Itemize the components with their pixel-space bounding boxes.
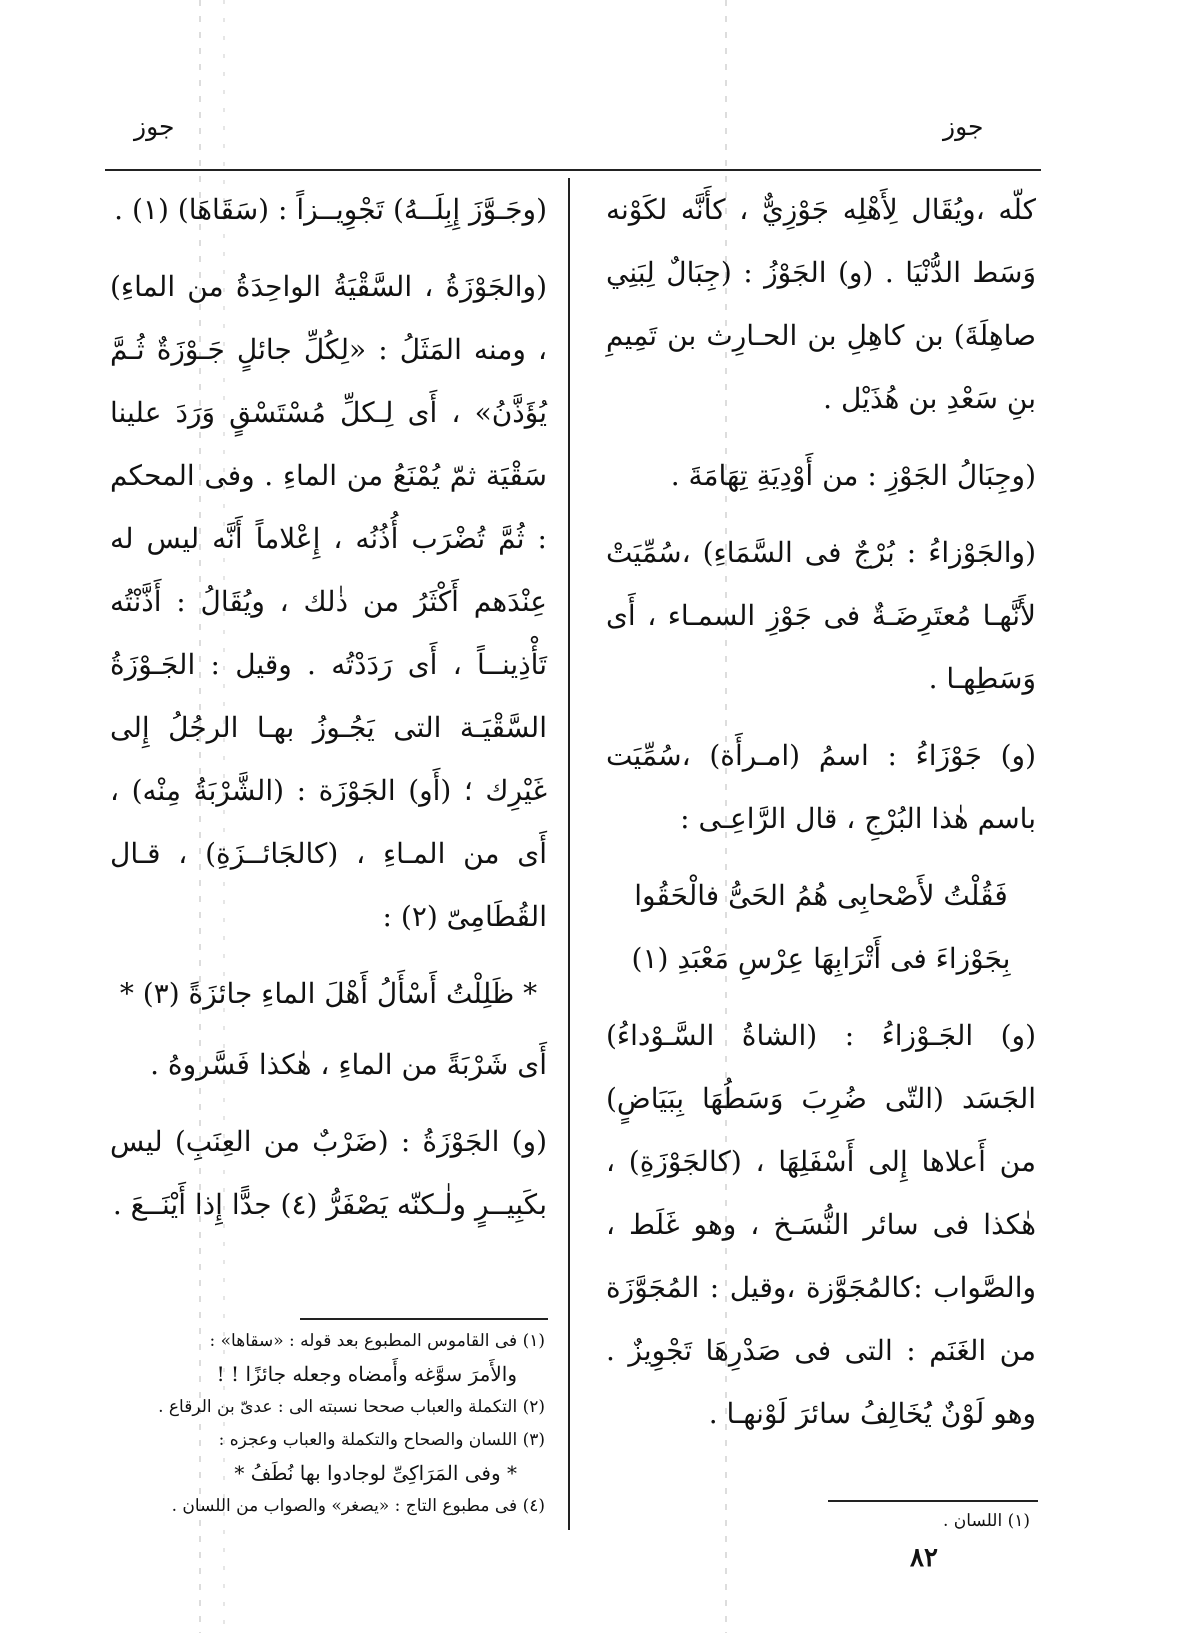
footnote-rule-left [300, 1318, 548, 1320]
footnote: (٣) اللسان والصحاح والتكملة والعباب وعجزه : [218, 1430, 545, 1450]
footnote: (٢) التكملة والعباب صححا نسبته الى : عدىّ بن الرقاع . [158, 1397, 545, 1417]
right-column [606, 178, 1036, 1459]
footnote: (٤) فى مطبوع التاج : «يصغر» والصواب من اللسان . [171, 1496, 545, 1516]
left-column [110, 178, 547, 1250]
footnote-rule-right [828, 1500, 1038, 1502]
entry-paragraph: (وجَـوَّزَ إِبِلَــهُ) تَجْوِيــزاً : (سَقَاهَا) (١) . [114, 193, 547, 226]
footnote-continuation: والأَمرَ سوَّغه وأَمضاه وجعله جائزًا ! ! [216, 1362, 517, 1386]
footnotes-left [115, 1325, 545, 1523]
header-rule [105, 169, 1041, 171]
entry-paragraph: أَى شَرْبَةً من الماءِ ، هٰكذا فَسَّروهُ . [150, 1048, 547, 1081]
footnote: (١) فى القاموس المطبوع بعد قوله : «سقاها» : [209, 1331, 545, 1351]
entry-paragraph: (و) الجَوْزَةُ : (ضَرْبٌ من العِنَبِ) ليس بكَبِيــرٍ ولٰـكنّه يَصْفَرُّ (٤) جدًّا إِذا أَيْنَــعَ . [110, 1125, 547, 1221]
entry-paragraph: (والجَوْزاءُ : بُرْجٌ فى السَّمَاءِ) ،سُمِّيَتْ لأَنَّهـا مُعتَرِضَـةٌ فى جَوْزِ السمـاء ، أَى وَسَطِهـا . [606, 536, 1036, 695]
running-header-right: جوز [943, 112, 984, 141]
footnotes-right [840, 1505, 1030, 1538]
footnote: (١) اللسان . [943, 1511, 1030, 1531]
footnote-verse: * وفى المَرَاكِىِّ لوجادوا بها نُطَفُ * [234, 1461, 517, 1485]
entry-paragraph: (و) جَوْزَاءُ : اسمُ (امـرأَة) ،سُمِّيَت باسم هٰذا البُرْجِ ، قال الرَّاعِـى : [606, 739, 1036, 835]
entry-paragraph: (و) الجَـوْزاءُ : (الشاةُ السَّـوْداءُ) الجَسَد (التّى ضُرِبَ وَسَطُهَا بِبَيَاضٍ) من أَعلاها إِلى أَسْفَلِهَا ، (كالجَوْزَةِ) ، هٰكذا فى سائر النُّسَـخ ، وهو غَلَط ، والصَّواب :كالمُجَوَّزة ،وقيل : المُجَوَّزَة من الغَنَم : التى فى صَدْرِهَا تَجْوِيزٌ . وهو لَوْنٌ يُخَالِفُ سائرَ لَوْنهـا . [606, 1019, 1036, 1430]
page-number: ٨٢ [910, 1543, 938, 1573]
verse-line: * ظَلِلْتُ أَسْأَلُ أَهْلَ الماءِ جائزَةً (٣) * [119, 977, 538, 1010]
column-separator [568, 178, 570, 1530]
verse-line: بِجَوْزاءَ فى أَتْرَابِهَا عِرْسِ مَعْبَدِ (١) [631, 942, 1011, 975]
entry-paragraph: (والجَوْزَةُ ، السَّقْيَةُ الواحِدَةُ من الماءِ) ، ومنه المَثَلُ : «لِكُلِّ جائلٍ جَـوْزَةٌ ثُـمَّ يُؤَذَّنُ» ، أَى لِـكلِّ مُسْتَسْقٍ وَرَدَ علينا سَقْيَة ثمّ يُمْنَعُ من الماءِ . وفى المحكم : ثُمَّ تُضْرَب أُذُنُه ، إِعْلاماً أَنَّه ليس له عِنْدَهم أَكْثَرُ من ذٰلك ، ويُقَالُ : أَذَّنْتُه تَأْذِينــاً ، أَى رَدَدْتُه . وقيل : الجَـوْزَةُ السَّقْيَـة التى يَجُـوزُ بهـا الرجُلُ إِلى غَيْرِك ؛ (أَو) الجَوْزَة : (الشَّرْبَةُ مِنْه) ، أَى من المـاءِ ، (كالجَائــزَةِ) ، قـال القُطَامِىّ (٢) : [110, 270, 547, 933]
entry-paragraph: كلّه ،ويُقَال لِأَهْلِه جَوْزِيٌّ ، كأَنَّه لكَوْنه وَسَط الدُّنْيَا . (و) الجَوْزُ : (جِبَالٌ لِبَنِي صاهِلَةَ) بن كاهِلِ بن الحـارِث بن تَمِيمِ بنِ سَعْدِ بن هُذَيْل . [606, 193, 1036, 415]
entry-paragraph: (وجِبَالُ الجَوْزِ : من أَوْدِيَةِ تِهَامَةَ . [670, 459, 1036, 492]
verse-line: فَقُلْتُ لأَصْحابِى هُمُ الحَىُّ فالْحَقُوا [634, 879, 1008, 912]
running-header-left: جوز [134, 112, 175, 141]
